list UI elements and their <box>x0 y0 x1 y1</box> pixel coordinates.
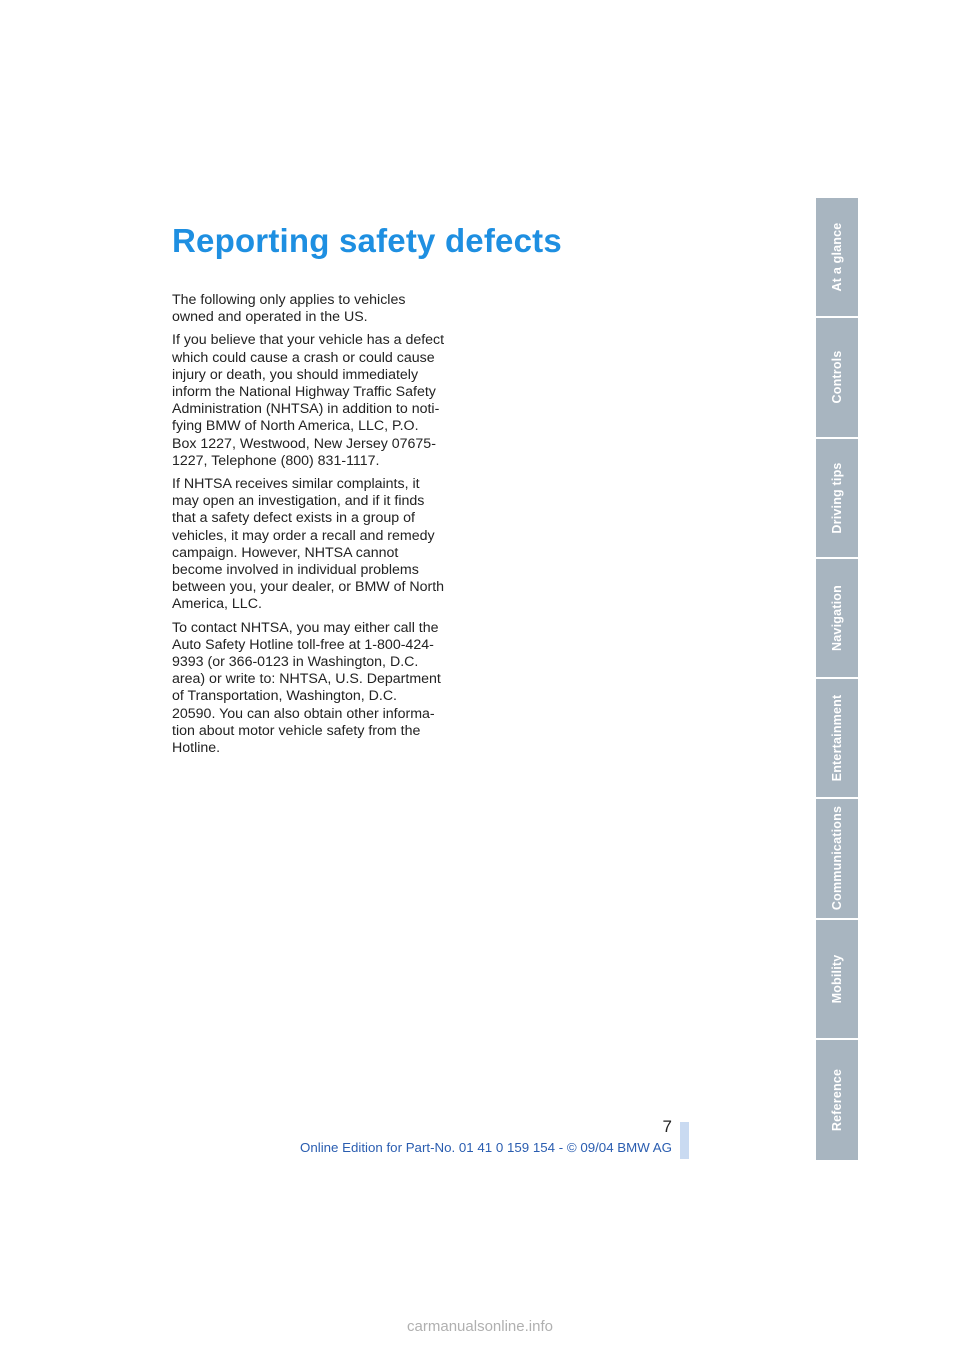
text-line: Administration (NHTSA) in addition to noti- <box>172 401 440 418</box>
text-line: tion about motor vehicle safety from the <box>172 722 421 739</box>
text-line: 9393 (or 366-0123 in Washington, D.C. <box>172 654 419 671</box>
tab-label: Mobility <box>830 954 844 1004</box>
text-line: may open an investigation, and if it finds <box>172 493 425 510</box>
tab-communications[interactable] <box>816 799 858 919</box>
body-text <box>172 292 472 763</box>
text-line: Auto Safety Hotline toll-free at 1-800-424- <box>172 636 434 653</box>
tab-controls[interactable] <box>816 318 858 438</box>
tab-label: Communications <box>830 806 844 911</box>
text-line: fying BMW of North America, LLC, P.O. <box>172 418 419 435</box>
text-line: America, LLC. <box>172 596 262 613</box>
tab-label: Entertainment <box>830 694 844 782</box>
text-line: which could cause a crash or could cause <box>172 349 435 366</box>
tab-reference[interactable] <box>816 1040 858 1160</box>
tab-label: Navigation <box>830 584 844 651</box>
tab-driving-tips[interactable] <box>816 439 858 559</box>
tab-entertainment[interactable] <box>816 679 858 799</box>
text-line: 20590. You can also obtain other informa- <box>172 705 435 722</box>
text-line: If you believe that your vehicle has a defect <box>172 332 445 349</box>
paragraph-contact <box>172 620 472 758</box>
tab-label: Reference <box>830 1068 844 1131</box>
paragraph-us-only <box>172 292 472 326</box>
text-line: owned and operated in the US. <box>172 309 368 326</box>
text-line: between you, your dealer, or BMW of North <box>172 579 445 596</box>
text-line: become involved in individual problems <box>172 562 419 579</box>
text-line: 1227, Telephone (800) 831-1117. <box>172 452 380 469</box>
text-line: vehicles, it may order a recall and remedy <box>172 527 435 544</box>
text-line: Hotline. <box>172 740 221 757</box>
footer-edition: Online Edition for Part-No. 01 41 0 159 154 - © 09/04 BMW AG <box>300 1140 672 1155</box>
paragraph-defect-report <box>172 332 472 470</box>
text-line: area) or write to: NHTSA, U.S. Department <box>172 671 441 688</box>
text-line: injury or death, you should immediately <box>172 366 419 383</box>
tab-label: At a glance <box>830 222 844 292</box>
page-marker <box>680 1122 689 1159</box>
text-line: Box 1227, Westwood, New Jersey 07675- <box>172 435 436 452</box>
page-number: 7 <box>662 1117 672 1136</box>
tab-navigation[interactable] <box>816 559 858 679</box>
text-line: To contact NHTSA, you may either call the <box>172 619 439 636</box>
tab-label: Controls <box>830 350 844 404</box>
text-line: If NHTSA receives similar complaints, it <box>172 476 420 493</box>
chapter-tabs <box>816 198 858 1160</box>
text-line: The following only applies to vehicles <box>172 292 406 308</box>
text-line: campaign. However, NHTSA cannot <box>172 544 399 561</box>
text-line: inform the National Highway Traffic Safety <box>172 384 436 401</box>
page-title: Reporting safety defects <box>172 222 562 259</box>
text-line: of Transportation, Washington, D.C. <box>172 688 398 705</box>
tab-at-a-glance[interactable] <box>816 198 858 318</box>
paragraph-investigation <box>172 476 472 614</box>
tab-mobility[interactable] <box>816 920 858 1040</box>
watermark-link[interactable]: carmanualsonline.info <box>407 1318 553 1335</box>
text-line: that a safety defect exists in a group of <box>172 510 415 527</box>
tab-label: Driving tips <box>830 462 844 534</box>
